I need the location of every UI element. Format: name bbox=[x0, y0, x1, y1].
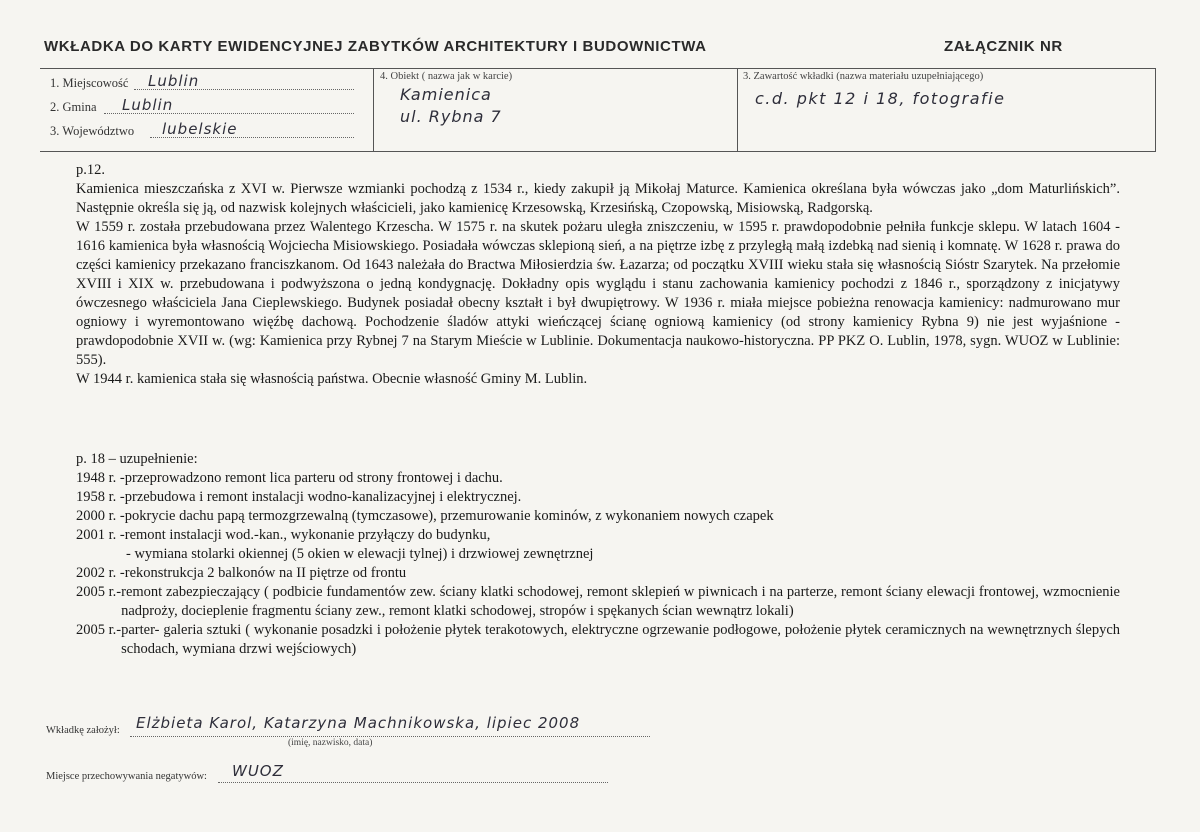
object-label: 4. Obiekt ( nazwa jak w karcie) bbox=[380, 71, 513, 82]
municipality-row bbox=[50, 95, 370, 117]
section-12-heading: p.12. bbox=[76, 162, 105, 178]
list-item-year: 2001 r. - bbox=[76, 527, 125, 543]
list-item-year: 1958 r. - bbox=[76, 489, 125, 505]
storage-value: WUOZ bbox=[232, 762, 284, 780]
list-item bbox=[76, 564, 1120, 583]
town-value: Lublin bbox=[148, 72, 200, 90]
list-item-desc: rekonstrukcja 2 balkonów na II piętrze od frontu bbox=[124, 565, 407, 581]
author-note: (imię, nazwisko, data) bbox=[288, 738, 373, 748]
document-title: WKŁADKA DO KARTY EWIDENCYJNEJ ZABYTKÓW ARCHITEKTURY I BUDOWNICTWA bbox=[44, 38, 707, 55]
location-column bbox=[40, 69, 373, 151]
municipality-value: Lublin bbox=[122, 96, 174, 114]
list-item-desc: przeprowadzono remont lica parteru od strony frontowej i dachu. bbox=[124, 470, 503, 486]
municipality-label: 2. Gmina bbox=[50, 100, 97, 114]
list-item bbox=[76, 545, 1120, 564]
section-18 bbox=[76, 450, 1120, 659]
object-address: ul. Rybna 7 bbox=[400, 107, 502, 126]
list-item-desc: remont instalacji wod.-kan., wykonanie przyłączy do budynku, bbox=[124, 527, 491, 543]
list-item bbox=[76, 526, 1120, 545]
list-item-year: 2005 r.- bbox=[76, 622, 122, 638]
identification-box bbox=[40, 68, 1156, 152]
list-item bbox=[76, 488, 1120, 507]
author-label: Wkładkę założył: bbox=[46, 725, 120, 736]
section-12-paragraph: W 1944 r. kamienica stała się własnością państwa. Obecnie własność Gminy M. Lublin. bbox=[76, 371, 588, 387]
annex-number-label: ZAŁĄCZNIK NR bbox=[944, 38, 1063, 55]
list-item bbox=[76, 507, 1120, 526]
object-column bbox=[373, 69, 738, 151]
storage-dotted-line bbox=[218, 782, 608, 783]
list-item bbox=[76, 621, 1120, 659]
list-item-year: 2000 r. - bbox=[76, 508, 125, 524]
section-12 bbox=[76, 161, 1120, 389]
list-item-year: 2005 r.- bbox=[76, 584, 122, 600]
section-18-heading: p. 18 – uzupełnienie: bbox=[76, 451, 198, 467]
object-name: Kamienica bbox=[400, 85, 492, 104]
contents-label: 3. Zawartość wkładki (nazwa materiału uzupełniającego) bbox=[743, 71, 984, 82]
voivodeship-label: 3. Województwo bbox=[50, 124, 135, 138]
list-item-desc: remont zabezpieczający ( podbicie fundamentów zew. ściany klatki schodowej, remont sklepień w piwnicach i na parterze, remont ściany elewacji frontowej, wzmocnienie nadproży, docieplenie fragmentu ściany zew., remont klatki schodowej, stropów i spękanych ścian wewnątrz lokali) bbox=[121, 584, 1120, 619]
list-item-year: 2002 r. - bbox=[76, 565, 125, 581]
author-dotted-line bbox=[130, 736, 650, 737]
storage-label: Miejsce przechowywania negatywów: bbox=[46, 771, 207, 782]
author-value: Elżbieta Karol, Katarzyna Machnikowska, lipiec 2008 bbox=[136, 714, 581, 732]
voivodeship-row bbox=[50, 119, 370, 141]
list-item-desc: przebudowa i remont instalacji wodno-kanalizacyjnej i elektrycznej. bbox=[124, 489, 522, 505]
section-12-paragraph: Kamienica mieszczańska z XVI w. Pierwsze wzmianki pochodzą z 1534 r., kiedy zakupił ją Mikołaj Maturce. Kamienica określana była wówczas jako „dom Maturlińskich”. Następnie określa się ją, od nazwisk kolejnych właścicieli, jako kamienicę Krzesowską, Krzesińską, Czopowską, Misiowską, Radgorską. bbox=[76, 181, 1120, 216]
list-item bbox=[76, 583, 1120, 621]
contents-column bbox=[737, 69, 1155, 151]
list-item-desc: parter- galeria sztuki ( wykonanie posadzki i położenie płytek terakotowych, elektryczne ogrzewanie podłogowe, położenie płytek ceramicznych na wewnętrznych ślepych schodach, wymiana drzwi wejściowych) bbox=[121, 622, 1120, 657]
list-item-desc: - wymiana stolarki okiennej (5 okien w elewacji tylnej) i drzwiowej zewnętrznej bbox=[126, 546, 594, 562]
contents-value: c.d. pkt 12 i 18, fotografie bbox=[755, 89, 1006, 108]
town-row bbox=[50, 71, 370, 93]
list-item-desc: pokrycie dachu papą termozgrzewalną (tymczasowe), przemurowanie kominów, z wykonaniem nowych czapek bbox=[124, 508, 774, 524]
list-item-year: 1948 r. - bbox=[76, 470, 125, 486]
voivodeship-value: lubelskie bbox=[162, 120, 238, 138]
list-item bbox=[76, 469, 1120, 488]
section-12-paragraph: W 1559 r. została przebudowana przez Walentego Krzescha. W 1575 r. na skutek pożaru uległa zniszczeniu, w 1595 r. prawdopodobnie pełniła funkcje sklepu. W latach 1604 - 1616 kamienica była własnością Wojciecha Misiowskiego. Posiadała wówczas sklepioną sień, a na piętrze izbę z przyległą małą izdebką nad sienią i komnatę. W 1628 r. prawa do części kamienicy przekazano franciszkanom. Od 1643 należała do Bractwa Miłosierdzia św. Łazarza; od początku XVIII wieku stała się własnością Sióstr Szarytek. Na przełomie XVIII i XIX w. przebudowana i podwyższona o jedną kondygnację. Dokładny opis wyglądu i stanu zachowania kamienicy pochodzi z 1846 r., sporządzony z inicjatywy ówczesnego właściciela Jana Cieplewskiego. Budynek posiadał obecny kształt i był dwupiętrowy. W 1936 r. miała miejsce pobieżna renowacja kamienicy: nadmurowano mur ogniowy i wyremontowano więźbę dachową. Pochodzenie śladów attyki wieńczącej ścianę ogniową kamienicy (od strony kamienicy Rybna 9) nie jest wyjaśnione - prawdopodobnie XVII w. (wg: Kamienica przy Rybnej 7 na Starym Mieście w Lublinie. Dokumentacja naukowo-historyczna. PP PKZ O. Lublin, 1978, sygn. WUOZ w Lublinie: 555). bbox=[76, 219, 1120, 368]
town-label: 1. Miejscowość bbox=[50, 76, 129, 90]
